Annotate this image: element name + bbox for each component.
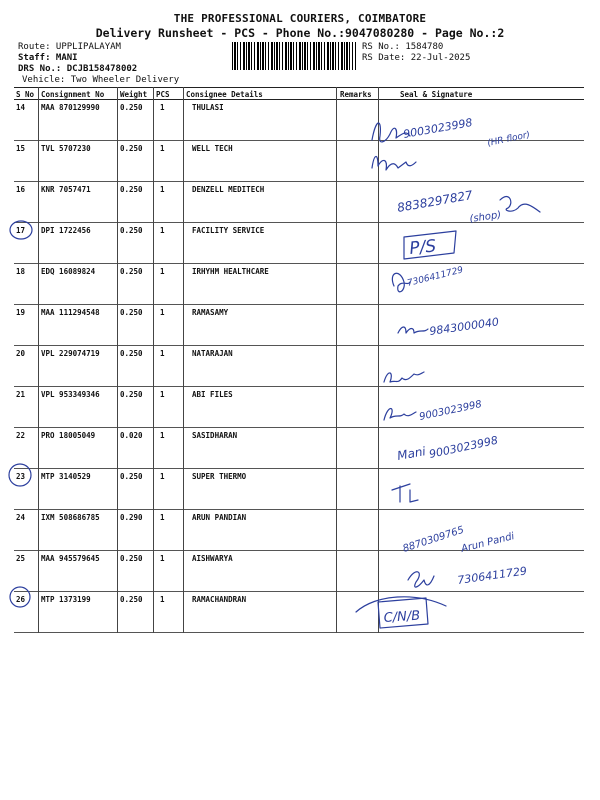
company-title: THE PROFESSIONAL COURIERS, COIMBATORE bbox=[173, 12, 427, 25]
row19-signature bbox=[398, 327, 428, 333]
row-consignment-cell: MTP 3140529 bbox=[41, 472, 91, 481]
row-weight-cell: 0.250 bbox=[120, 226, 143, 235]
row-consignment-cell: MTP 1373199 bbox=[41, 595, 91, 604]
row-consignment-cell: PRO 18005049 bbox=[41, 431, 96, 440]
row-weight-cell: 0.250 bbox=[120, 595, 143, 604]
row-sno-cell: 19 bbox=[16, 308, 26, 317]
col-seal-header: Seal & Signature bbox=[400, 90, 473, 99]
row-consignment-cell: TVL 5707230 bbox=[41, 144, 91, 153]
col-remarks-header: Remarks bbox=[340, 90, 372, 99]
row-sno-cell: 26 bbox=[16, 595, 26, 604]
row-weight-cell: 0.250 bbox=[120, 103, 143, 112]
row25-signature bbox=[408, 572, 434, 587]
row-pcs-cell: 1 bbox=[160, 472, 165, 481]
vehicle-label: Vehicle: Two Wheeler Delivery bbox=[22, 75, 180, 85]
row-sno-cell: 16 bbox=[16, 185, 26, 194]
row18-phone: 7306411729 bbox=[406, 265, 465, 289]
row-weight-cell: 0.250 bbox=[120, 554, 143, 563]
row-pcs-cell: 1 bbox=[160, 554, 165, 563]
rs-date: RS Date: 22-Jul-2025 bbox=[362, 53, 471, 63]
row-consignee-cell: ARUN PANDIAN bbox=[192, 513, 247, 522]
row-consignee-cell: RAMASAMY bbox=[192, 308, 229, 317]
row-consignment-cell: IXM 508686785 bbox=[41, 513, 100, 522]
row-weight-cell: 0.250 bbox=[120, 144, 143, 153]
row-consignment-cell: MAA 870129990 bbox=[41, 103, 100, 112]
row-sno-cell: 25 bbox=[16, 554, 26, 563]
staff-label: Staff: MANI bbox=[18, 53, 78, 63]
row21-signature bbox=[384, 409, 416, 421]
row26-sno-circle bbox=[10, 587, 30, 607]
row-consignee-cell: FACILITY SERVICE bbox=[192, 226, 265, 235]
row-consignment-cell: MAA 111294548 bbox=[41, 308, 100, 317]
row-pcs-cell: 1 bbox=[160, 144, 165, 153]
row-sno-cell: 17 bbox=[16, 226, 26, 235]
row17-ps-mark: P/S bbox=[408, 236, 438, 259]
row-consignee-cell: THULASI bbox=[192, 103, 224, 112]
row-consignee-cell: DENZELL MEDITECH bbox=[192, 185, 265, 194]
row-pcs-cell: 1 bbox=[160, 103, 165, 112]
route-label: Route: UPPLIPALAYAM bbox=[18, 42, 121, 52]
row-sno-cell: 18 bbox=[16, 267, 26, 276]
row26-cnb-mark: C/N/B bbox=[383, 608, 421, 626]
row14-note: (HR floor) bbox=[486, 130, 532, 149]
row-consignee-cell: AISHWARYA bbox=[192, 554, 233, 563]
row-consignee-cell: NATARAJAN bbox=[192, 349, 233, 358]
row-consignment-cell: MAA 945579645 bbox=[41, 554, 100, 563]
row-weight-cell: 0.250 bbox=[120, 185, 143, 194]
row-consignment-cell: VPL 953349346 bbox=[41, 390, 100, 399]
row23-sno-circle bbox=[9, 464, 31, 486]
runsheet-subtitle: Delivery Runsheet - PCS - Phone No.:9047080280 - Page No.:2 bbox=[95, 26, 505, 40]
row23-signature bbox=[392, 484, 418, 502]
row-pcs-cell: 1 bbox=[160, 390, 165, 399]
row-weight-cell: 0.250 bbox=[120, 472, 143, 481]
row20-signature bbox=[384, 372, 424, 382]
row-consignment-cell: VPL 229074719 bbox=[41, 349, 100, 358]
row24-name: Arun Pandi bbox=[460, 531, 516, 555]
row-sno-cell: 23 bbox=[16, 472, 26, 481]
row22-name: Mani bbox=[396, 444, 427, 463]
row-sno-cell: 24 bbox=[16, 513, 26, 522]
row-pcs-cell: 1 bbox=[160, 267, 165, 276]
col-sno-header: S No bbox=[16, 90, 35, 99]
row-weight-cell: 0.250 bbox=[120, 308, 143, 317]
drs-number: DRS No.: DCJB158478002 bbox=[18, 64, 138, 74]
row21-phone: 9003023998 bbox=[418, 398, 483, 423]
row-weight-cell: 0.250 bbox=[120, 349, 143, 358]
row-consignee-cell: SUPER THERMO bbox=[192, 472, 247, 481]
row-sno-cell: 15 bbox=[16, 144, 26, 153]
row-pcs-cell: 1 bbox=[160, 308, 165, 317]
row-weight-cell: 0.290 bbox=[120, 513, 143, 522]
row-pcs-cell: 1 bbox=[160, 185, 165, 194]
row-consignment-cell: EDQ 16089824 bbox=[41, 267, 96, 276]
row25-phone: 7306411729 bbox=[456, 564, 528, 587]
row16-note: (shop) bbox=[468, 209, 502, 225]
row-pcs-cell: 1 bbox=[160, 349, 165, 358]
row-weight-cell: 0.020 bbox=[120, 431, 143, 440]
col-weight-header: Weight bbox=[120, 90, 148, 99]
row-sno-cell: 22 bbox=[16, 431, 26, 440]
row-sno-cell: 20 bbox=[16, 349, 26, 358]
row15-signature bbox=[372, 156, 416, 170]
row17-sno-circle bbox=[10, 221, 32, 239]
row-pcs-cell: 1 bbox=[160, 595, 165, 604]
row-sno-cell: 14 bbox=[16, 103, 26, 112]
rs-number: RS No.: 1584780 bbox=[362, 42, 444, 52]
row14-phone: 9003023998 bbox=[402, 115, 474, 141]
row-consignee-cell: SASIDHARAN bbox=[192, 431, 238, 440]
row16-phone: 8838297827 bbox=[396, 187, 474, 215]
row22-phone: 9003023998 bbox=[427, 433, 500, 461]
row-sno-cell: 21 bbox=[16, 390, 26, 399]
row-pcs-cell: 1 bbox=[160, 513, 165, 522]
row-weight-cell: 0.250 bbox=[120, 390, 143, 399]
row19-phone: 9843000040 bbox=[428, 315, 500, 338]
row-pcs-cell: 1 bbox=[160, 431, 165, 440]
col-consignee-header: Consignee Details bbox=[186, 90, 263, 99]
row-weight-cell: 0.250 bbox=[120, 267, 143, 276]
row-consignment-cell: KNR 7057471 bbox=[41, 185, 91, 194]
row-consignee-cell: ABI FILES bbox=[192, 390, 233, 399]
row-consignee-cell: RAMACHANDRAN bbox=[192, 595, 247, 604]
row24-phone: 8870309765 bbox=[401, 524, 466, 555]
row-consignment-cell: DPI 1722456 bbox=[41, 226, 91, 235]
col-consignment-header: Consignment No bbox=[41, 90, 105, 99]
row-consignee-cell: WELL TECH bbox=[192, 144, 233, 153]
row-pcs-cell: 1 bbox=[160, 226, 165, 235]
row-consignee-cell: IRHYHM HEALTHCARE bbox=[192, 267, 269, 276]
col-pcs-header: PCS bbox=[156, 90, 170, 99]
row16-signature bbox=[500, 196, 540, 212]
